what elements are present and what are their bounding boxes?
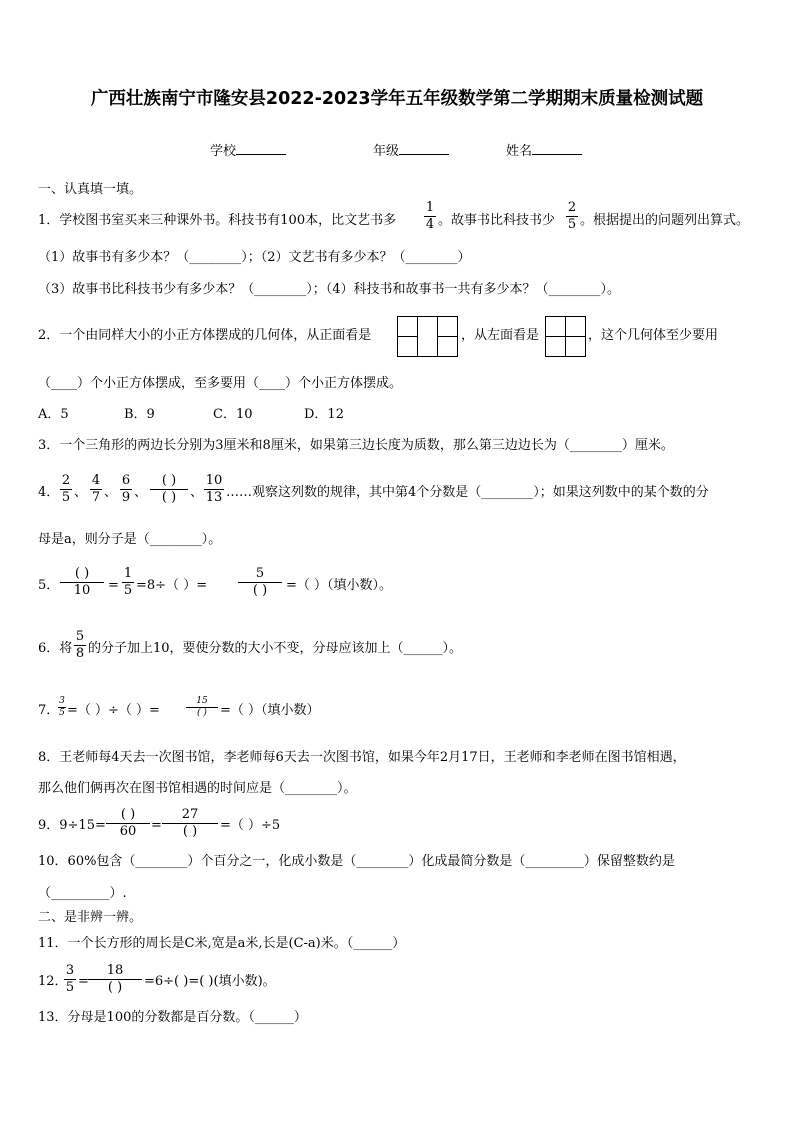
q5-fraction-1	[60, 567, 104, 598]
q12-number: 12．	[38, 974, 68, 989]
q1-f1-num: 1	[425, 200, 435, 215]
q7-number: 7．	[38, 703, 60, 718]
q2-text-b: ，从左面看是	[461, 328, 540, 343]
q5-f1-num: ( )	[74, 566, 90, 581]
q9-text-b: =（ ）÷5	[220, 818, 281, 833]
page-title: 广西壮族南宁市隆安县2022-2023学年五年级数学第二学期期末质量检测试题	[90, 89, 704, 109]
section-1-heading: 一、认真填一填。	[38, 182, 143, 197]
q1-fraction-2	[566, 201, 578, 232]
school-field	[210, 141, 286, 160]
q9-f2-den: ( )	[182, 824, 198, 839]
q7-text-b: =（ ）（填小数）	[220, 703, 320, 718]
q9-text-a: 9．9÷15=	[38, 818, 106, 833]
q4-text-a: ……观察这列数的规律，其中第4个分数是（________）；如果这列数中的某个数的分	[226, 485, 709, 500]
q12-fraction-2	[88, 964, 142, 995]
q9-eq: =	[151, 818, 162, 833]
q1-text-c: 。根据提出的问题列出算式。	[580, 213, 750, 228]
q8-text-a: 8．王老师每4天去一次图书馆，李老师每6天去一次图书馆，如果今年2月17日，王老师和李老师在图书馆相遇，	[38, 750, 686, 765]
q2-option-a: A．5	[38, 407, 69, 422]
q4-f4-num: ( )	[161, 473, 177, 488]
q5-eq-1: =	[108, 578, 119, 593]
q4-f3-num: 6	[121, 473, 131, 488]
q1-sub-1: （1）故事书有多少本？（________）；（2）文艺书有多少本？（________）	[38, 250, 471, 265]
q5-f2-num: 1	[123, 566, 133, 581]
q11-text: 11．一个长方形的周长是C米,宽是a米,长是(C-a)米。（______）	[38, 936, 406, 951]
q2-text-c: ，这个几何体至少要用	[588, 328, 719, 343]
q1-text-a: 1．学校图书室买来三种课外书。科技书有100本，比文艺书多	[38, 213, 397, 228]
q2-text-a: 2．一个由同样大小的小正方体摆成的几何体，从正面看是	[38, 328, 372, 343]
q2-option-b: B．9	[124, 407, 155, 422]
q5-fraction-3	[238, 567, 282, 598]
q6-f-num: 5	[75, 629, 85, 644]
q12-eq: =	[78, 974, 89, 989]
q1-f2-num: 2	[567, 200, 577, 215]
q5-f3-den: ( )	[252, 583, 268, 598]
grade-blank	[399, 141, 449, 155]
q10-text-a: 10．60%包含（________）个百分之一，化成小数是（________）化成最简分数是（_________）保留整数约是	[38, 854, 675, 869]
q7-fraction-1	[58, 697, 66, 718]
q4-f1-den: 5	[61, 490, 71, 505]
q1-fraction-1	[424, 201, 436, 232]
q8-text-b: 那么他们俩再次在图书馆相遇的时间应是（________）。	[38, 781, 357, 796]
q6-text-b: 的分子加上10，要使分数的大小不变，分母应该加上（______）。	[88, 641, 463, 656]
q4-f5-num: 10	[205, 473, 223, 488]
q4-f2-num: 4	[91, 473, 101, 488]
q5-f2-den: 5	[123, 583, 133, 598]
grade-label: 年级	[373, 144, 400, 159]
q1-f2-den: 5	[567, 217, 577, 232]
q7-f1-num: 3	[59, 696, 65, 706]
q5-fraction-2	[122, 567, 134, 598]
q12-f2-den: ( )	[107, 980, 123, 995]
left-view-grid	[545, 316, 586, 357]
q6-text-a: 6．将	[38, 641, 73, 656]
q12-f1-den: 5	[65, 980, 75, 995]
q12-fraction-1	[64, 964, 76, 995]
q4-fraction-2	[90, 474, 102, 505]
q9-f1-num: ( )	[120, 807, 136, 822]
q6-f-den: 8	[75, 646, 85, 661]
q1-text-b: 。故事书比科技书少	[438, 213, 556, 228]
q4-fraction-1	[60, 474, 72, 505]
q4-text-b: 母是a，则分子是（________）。	[38, 532, 222, 547]
q4-f3-den: 9	[121, 490, 131, 505]
q12-f1-num: 3	[65, 963, 75, 978]
q5-mid: =8÷（ ）=	[136, 578, 208, 593]
name-blank	[532, 141, 582, 155]
school-label: 学校	[210, 144, 237, 159]
q7-f2-den: ( )	[197, 708, 207, 718]
q2-text-d: （____）个小正方体摆成，至多要用（____）个小正方体摆成。	[38, 376, 403, 391]
q13-text: 13．分母是100的分数都是百分数。（______）	[38, 1010, 307, 1025]
q2-option-c: C．10	[213, 407, 253, 422]
q9-f2-num: 27	[181, 807, 199, 822]
q2-option-d: D．12	[304, 407, 344, 422]
q4-f4-den: ( )	[161, 490, 177, 505]
q9-f1-den: 60	[119, 824, 137, 839]
q6-fraction	[74, 630, 86, 661]
school-blank	[236, 141, 286, 155]
front-view-grid	[397, 316, 458, 357]
q4-fraction-5	[204, 474, 224, 505]
q10-text-b: （_________）.	[38, 886, 127, 901]
q7-f2-num: 15	[196, 696, 208, 706]
q4-f2-den: 7	[91, 490, 101, 505]
q3-text: 3．一个三角形的两边长分别为3厘米和8厘米，如果第三边长度为质数，那么第三边边长为（________）厘米。	[38, 438, 674, 453]
q4-sep-3: 、	[134, 485, 148, 500]
q12-text-b: =6÷( )=( )(填小数)。	[144, 974, 276, 989]
q12-f2-num: 18	[106, 963, 124, 978]
q1-f1-den: 4	[425, 217, 435, 232]
q5-number: 5．	[38, 578, 60, 593]
q9-fraction-2	[162, 808, 218, 839]
q4-sep-2: 、	[104, 485, 118, 500]
q4-sep-4: 、	[190, 485, 204, 500]
q4-fraction-3	[120, 474, 132, 505]
q7-f1-den: 5	[59, 708, 65, 718]
q5-f1-den: 10	[73, 583, 91, 598]
section-2-heading: 二、是非辨一辨。	[38, 910, 143, 925]
q7-fraction-2	[186, 697, 218, 718]
q5-f3-num: 5	[255, 566, 265, 581]
grade-field	[373, 141, 449, 160]
name-label: 姓名	[506, 144, 533, 159]
q9-fraction-1	[106, 808, 150, 839]
name-field	[506, 141, 582, 160]
q5-end: =（ ）（填小数）。	[286, 578, 393, 593]
q7-text-a: =（ ）÷（ ）=	[67, 703, 160, 718]
q4-fraction-4	[150, 474, 188, 505]
q4-f5-den: 13	[205, 490, 223, 505]
q4-sep-1: 、	[74, 485, 88, 500]
q1-sub-2: （3）故事书比科技书少有多少本？（________）；（4）科技书和故事书一共有多少本？（________）。	[38, 282, 621, 297]
q4-number: 4．	[38, 485, 60, 500]
q4-f1-num: 2	[61, 473, 71, 488]
